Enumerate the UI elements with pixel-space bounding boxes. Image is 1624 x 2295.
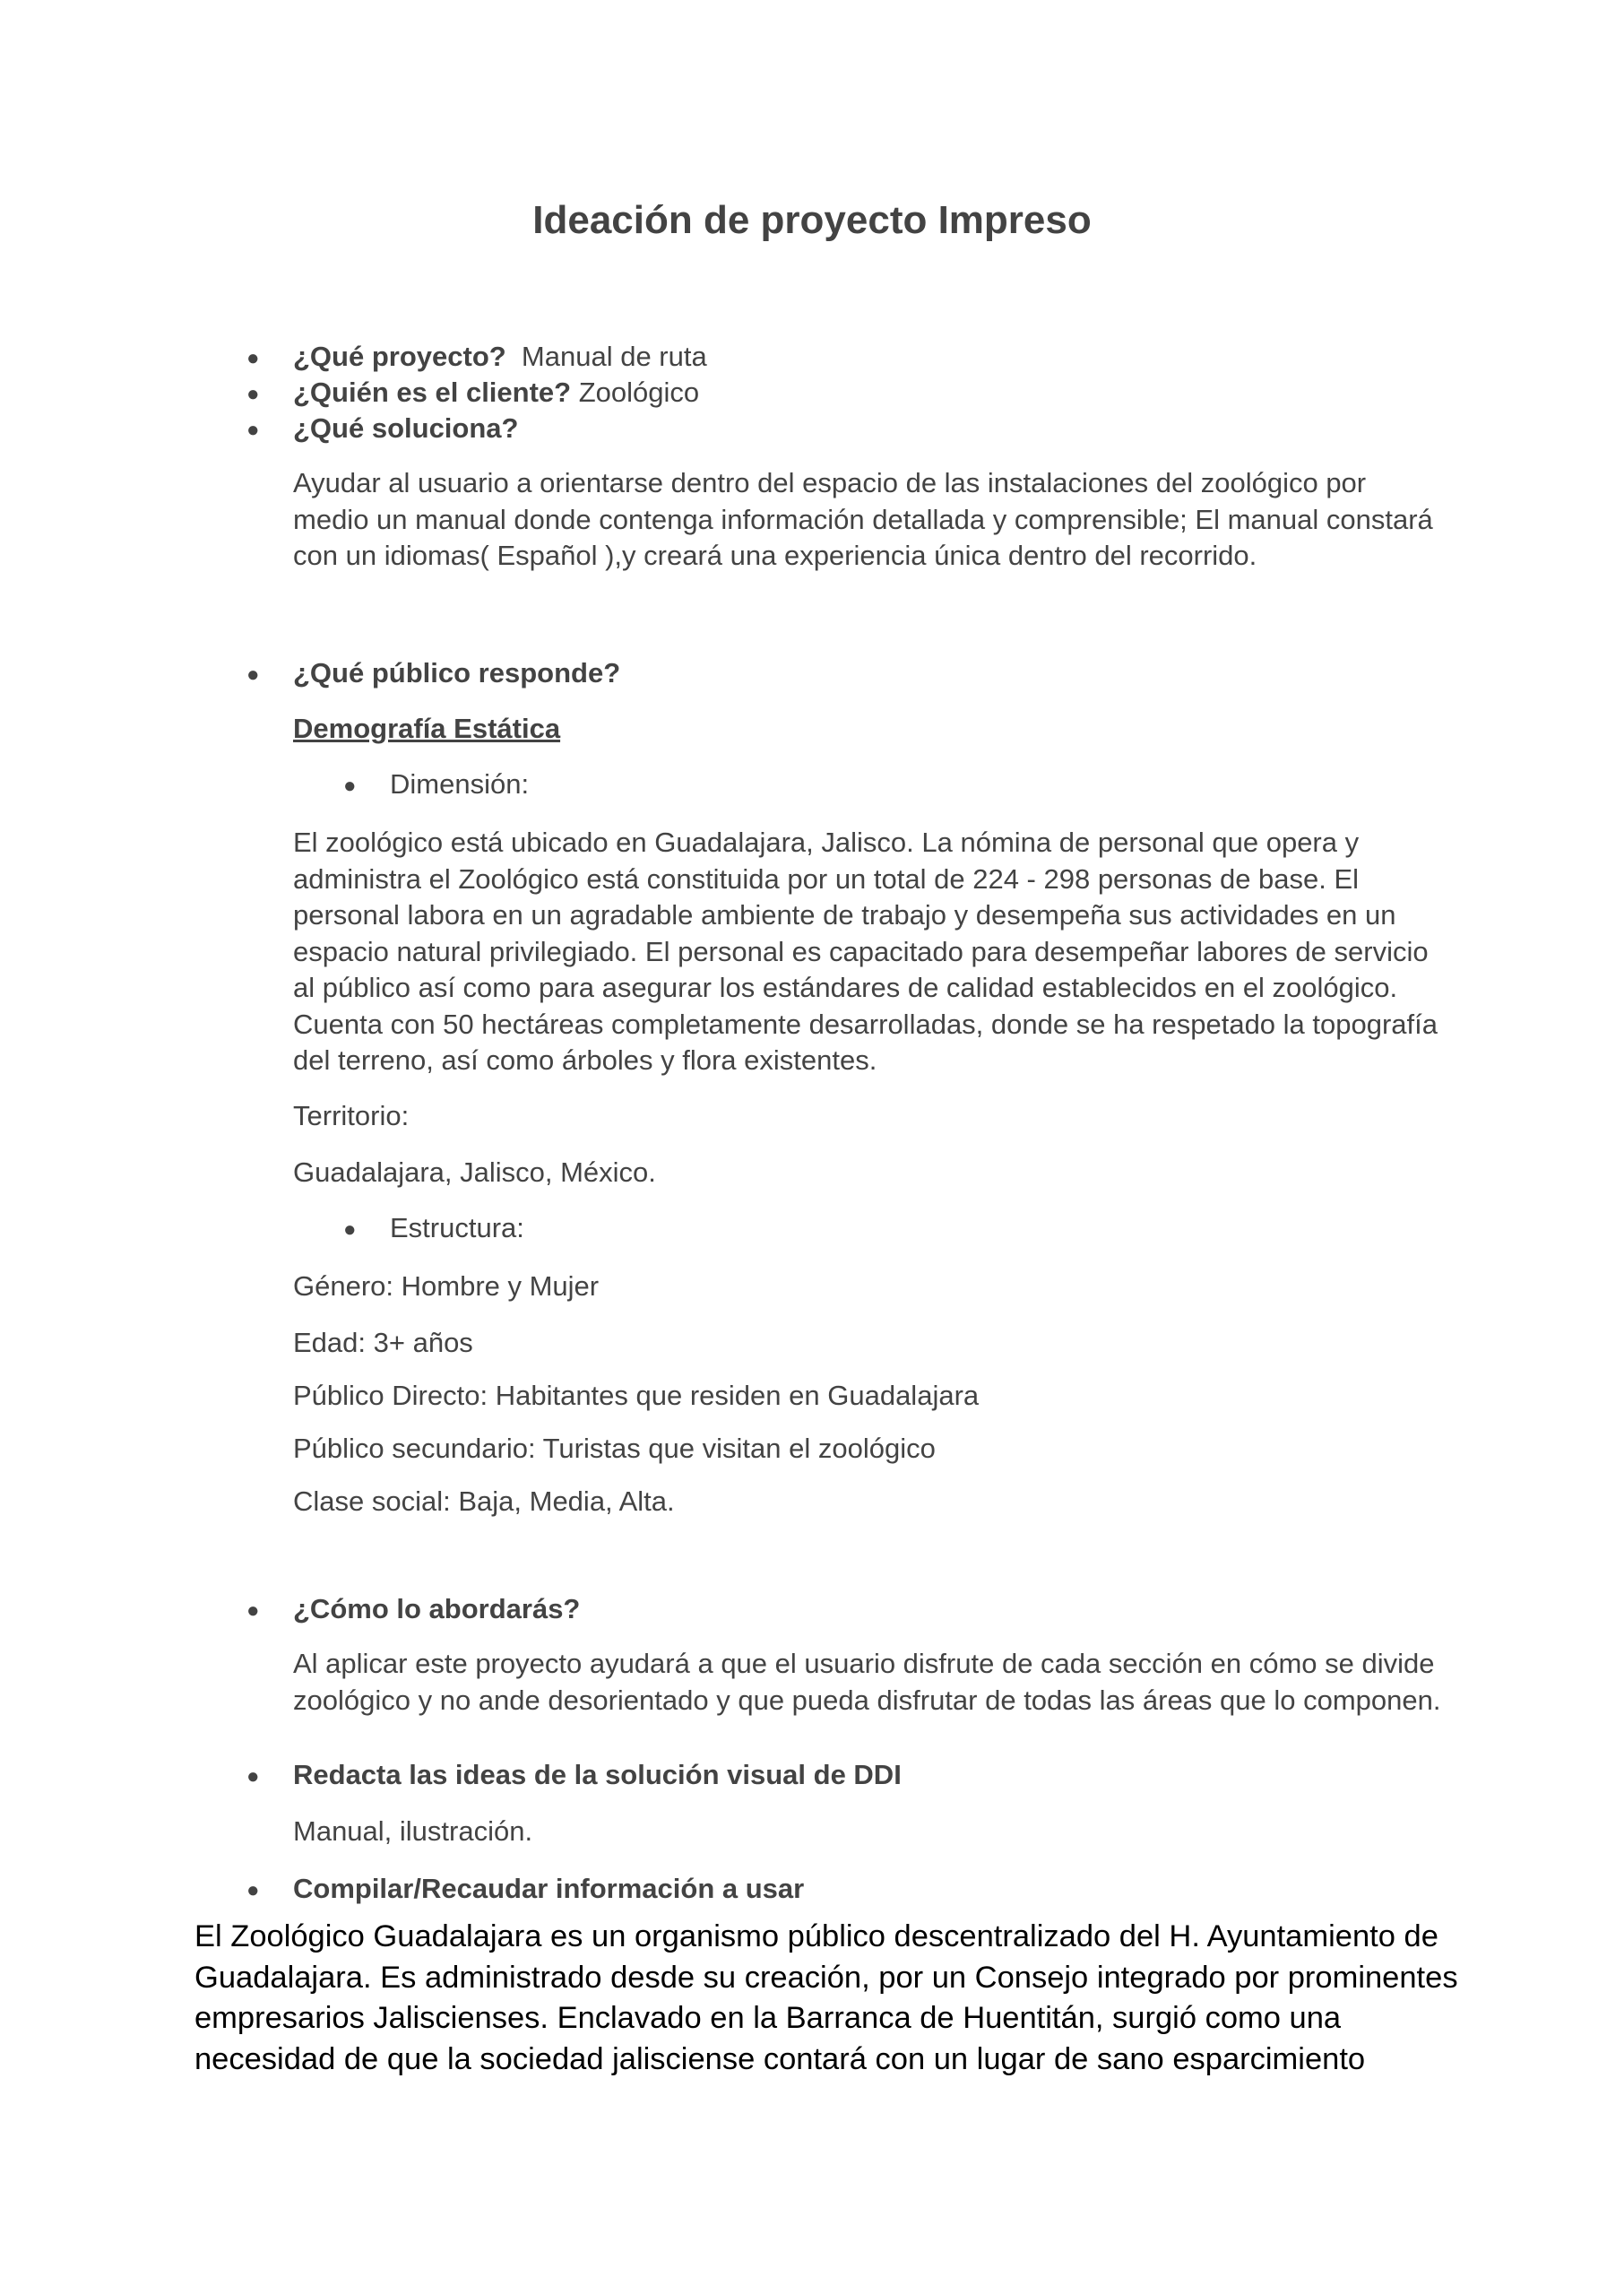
structure-label: Estructura: — [390, 1212, 524, 1243]
territory-label: Territorio: — [293, 1100, 410, 1131]
question-public: ¿Qué público responde? — [293, 657, 621, 688]
bullet-icon: ● — [246, 418, 260, 442]
paragraph-line: personal labora en un agradable ambiente de trabajo y desempeña sus actividades en un — [293, 899, 1396, 931]
demography-heading: Demografía Estática — [293, 713, 561, 744]
paragraph-line: espacio natural privilegiado. El personal es capacitado para desempeñar labores de servicio — [293, 935, 1429, 967]
paragraph-line: al público así como para asegurar los estándares de calidad establecidos en el zoológico. — [293, 972, 1398, 1003]
paragraph-line: con un idiomas( Español ),y creará una experiencia única dentro del recorrido. — [293, 540, 1257, 571]
bullet-icon: ● — [246, 1598, 260, 1623]
compile-paragraph — [194, 1917, 1458, 2080]
age-line: Edad: 3+ años — [293, 1327, 473, 1358]
paragraph-line: zoológico y no ande desorientado y que pueda disfrutar de todas las áreas que lo componen. — [293, 1684, 1441, 1716]
paragraph-line: El Zoológico Guadalajara es un organismo público descentralizado del H. Ayuntamiento de — [194, 1919, 1438, 1953]
question-compile: Compilar/Recaudar información a usar — [293, 1873, 805, 1904]
approach-paragraph — [293, 1646, 1441, 1719]
question-answer: Zoológico — [571, 377, 700, 408]
paragraph-line: administra el Zoológico está constituida por un total de 224 - 298 personas de base. El — [293, 862, 1360, 895]
question-answer: Manual de ruta — [505, 341, 707, 372]
question-client — [293, 375, 699, 411]
question-visual: Redacta las ideas de la solución visual de DDI — [293, 1759, 902, 1790]
social-class-line: Clase social: Baja, Media, Alta. — [293, 1485, 675, 1517]
paragraph-line: medio un manual donde contenga información detallada y comprensible; El manual constará — [293, 503, 1433, 535]
bullet-icon: ● — [246, 663, 260, 687]
bullet-icon: ● — [246, 1764, 260, 1788]
paragraph-line: empresarios Jaliscienses. Enclavado en la Barranca de Huentitán, surgió como una — [194, 2001, 1342, 2035]
question-approach: ¿Cómo lo abordarás? — [293, 1593, 581, 1624]
dimension-label: Dimensión: — [390, 768, 530, 800]
bullet-icon: ● — [246, 346, 260, 370]
bullet-icon: ● — [246, 1878, 260, 1902]
bullet-icon: ● — [246, 382, 260, 406]
bullet-icon: ● — [343, 774, 357, 798]
paragraph-line: del terreno, así como árboles y flora existentes. — [293, 1044, 877, 1076]
paragraph-line: Al aplicar este proyecto ayudará a que el usuario disfrute de cada sección en cómo se divide — [293, 1648, 1435, 1679]
paragraph-line: Cuenta con 50 hectáreas completamente desarrolladas, donde se ha respetado la topografía — [293, 1008, 1438, 1040]
question-solves: ¿Qué soluciona? — [293, 412, 519, 444]
visual-answer: Manual, ilustración. — [293, 1815, 533, 1847]
territory-value: Guadalajara, Jalisco, México. — [293, 1156, 656, 1188]
bullet-icon: ● — [343, 1217, 357, 1242]
gender-line: Género: Hombre y Mujer — [293, 1270, 600, 1302]
question-label: ¿Qué proyecto? — [293, 341, 506, 372]
question-project — [293, 339, 707, 375]
page-title: Ideación de proyecto Impreso — [532, 198, 1092, 242]
paragraph-line: Guadalajara. Es administrado desde su creación, por un Consejo integrado por prominentes — [194, 1960, 1458, 1995]
solves-paragraph — [293, 465, 1433, 575]
paragraph-line: necesidad de que la sociedad jalisciense contará con un lugar de sano esparcimiento — [194, 2041, 1366, 2076]
question-label: ¿Quién es el cliente? — [293, 377, 572, 408]
direct-public-line: Público Directo: Habitantes que residen en Guadalajara — [293, 1380, 980, 1411]
dimension-paragraph — [293, 825, 1438, 1079]
secondary-public-line: Público secundario: Turistas que visitan el zoológico — [293, 1433, 936, 1464]
paragraph-line: El zoológico está ubicado en Guadalajara, Jalisco. La nómina de personal que opera y — [293, 827, 1360, 858]
paragraph-line: Ayudar al usuario a orientarse dentro del espacio de las instalaciones del zoológico por — [293, 467, 1367, 498]
